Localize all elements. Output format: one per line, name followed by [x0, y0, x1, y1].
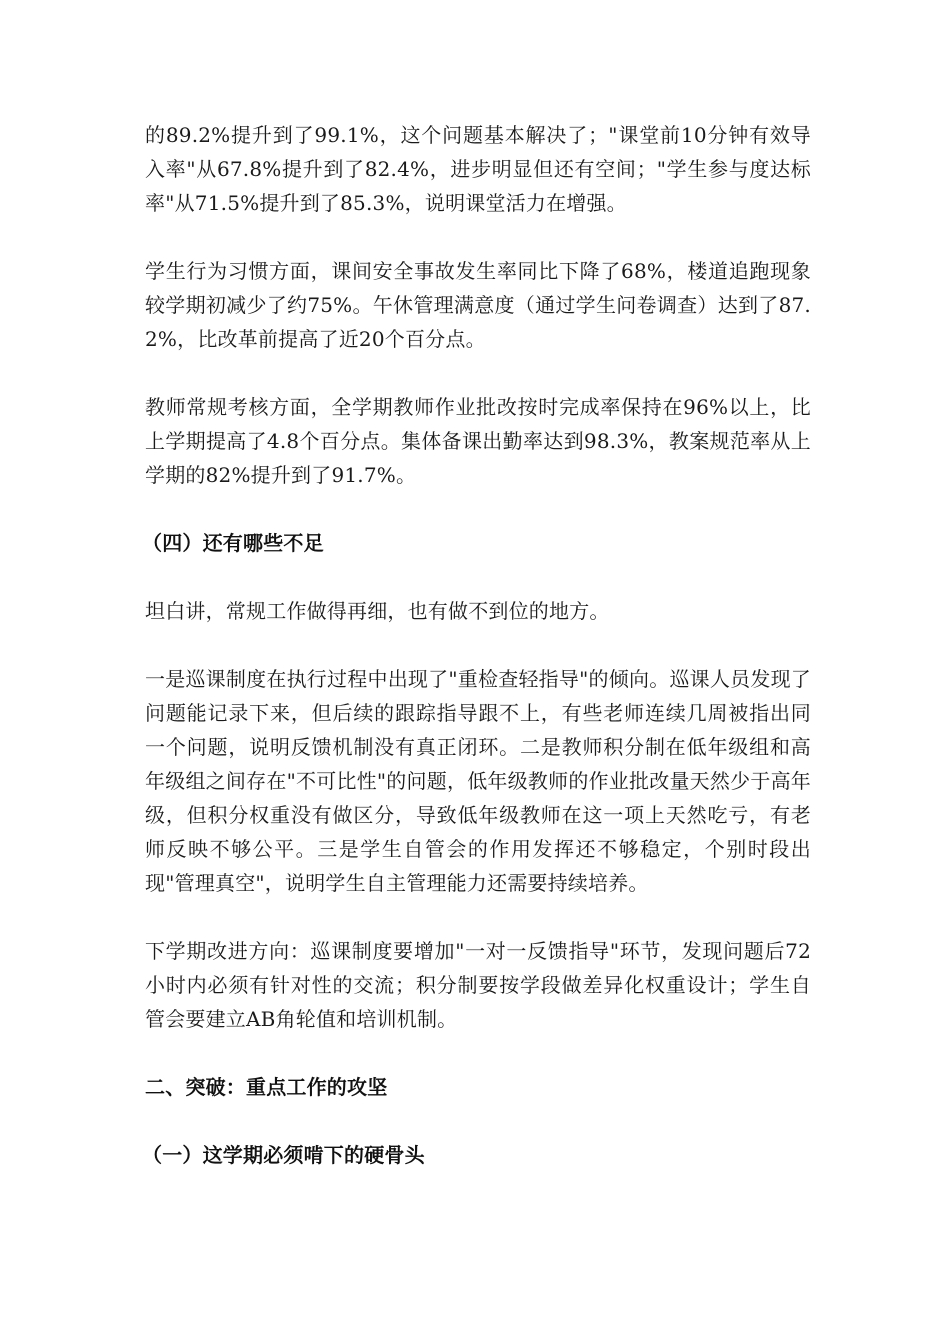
paragraph-classroom-metrics: 的89.2%提升到了99.1%，这个问题基本解决了；"课堂前10分钟有效导入率"从67.8%提升到了82.4%，进步明显但还有空间；"学生参与度达标率"从71.5%提升到了85.3%，说明课堂活力在增强。	[145, 123, 811, 215]
paragraph-candid-intro: 坦白讲，常规工作做得再细，也有做不到位的地方。	[145, 599, 610, 623]
section-heading-hard-tasks: （一）这学期必须啃下的硬骨头	[142, 1143, 425, 1167]
document-body	[142, 118, 811, 1206]
section-heading-breakthrough: 二、突破：重点工作的攻坚	[145, 1075, 388, 1099]
paragraph-improvement-direction: 下学期改进方向：巡课制度要增加"一对一反馈指导"环节，发现问题后72小时内必须有针对性的交流；积分制要按学段做差异化权重设计；学生自管会要建立AB角轮值和培训机制。	[145, 939, 811, 1031]
paragraph-shortcomings-detail: 一是巡课制度在执行过程中出现了"重检查轻指导"的倾向。巡课人员发现了问题能记录下来，但后续的跟踪指导跟不上，有些老师连续几周被指出同一个问题，说明反馈机制没有真正闭环。二是教师积分制在低年级组和高年级组之间存在"不可比性"的问题，低年级教师的作业批改量天然少于高年级，但积分权重没有做区分，导致低年级教师在这一项上天然吃亏，有老师反映不够公平。三是学生自管会的作用发挥还不够稳定，个别时段出现"管理真空"，说明学生自主管理能力还需要持续培养。	[145, 667, 811, 895]
paragraph-student-behavior: 学生行为习惯方面，课间安全事故发生率同比下降了68%，楼道追跑现象较学期初减少了约75%。午休管理满意度（通过学生问卷调查）达到了87.2%，比改革前提高了近20个百分点。	[145, 259, 811, 351]
section-heading-shortcomings: （四）还有哪些不足	[142, 531, 324, 555]
paragraph-teacher-assessment: 教师常规考核方面，全学期教师作业批改按时完成率保持在96%以上，比上学期提高了4.8个百分点。集体备课出勤率达到98.3%，教案规范率从上学期的82%提升到了91.7%。	[145, 395, 811, 487]
